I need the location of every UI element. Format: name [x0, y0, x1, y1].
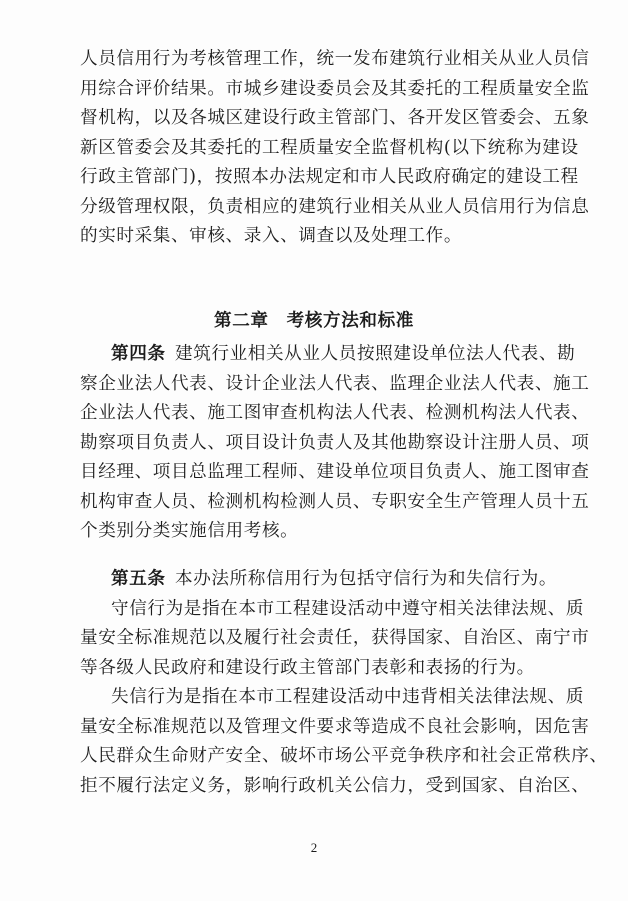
article-4 [80, 340, 590, 547]
text-line: 行政主管部门)，按照本办法规定和市人民政府确定的建设工程 [80, 167, 579, 187]
text-line: 目经理、项目总监理工程师、建设单位项目负责人、施工图审查 [80, 462, 590, 482]
text-line: 用综合评价结果。市城乡建设委员会及其委托的工程质量安全监 [80, 78, 590, 99]
article-4-text: 建筑行业相关从业人员按照建设单位法人代表、勘 [175, 344, 576, 364]
text-line: 拒不履行法定义务，影响行政机关公信力，受到国家、自治区、 [80, 775, 590, 796]
article-4-first-line [80, 340, 576, 370]
article-5-section [80, 565, 608, 801]
text-line: 企业法人代表、施工图审查机构法人代表、检测机构法人代表、 [80, 403, 590, 423]
article-5-label: 第五条 [111, 569, 166, 589]
text-line: 人员信用行为考核管理工作，统一发布建筑行业相关从业人员信 [80, 49, 590, 69]
chapter-heading [0, 307, 628, 332]
bad-conduct-first-line: 失信行为是指在本市工程建设活动中违背相关法律法规、质 [111, 687, 585, 707]
text-line: 分级管理权限，负责相应的建筑行业相关从业人员信用行为信息 [80, 196, 590, 217]
text-line: 等各级人民政府和建设行政主管部门表彰和表扬的行为。 [80, 657, 535, 678]
article-5-first-line [80, 565, 572, 595]
chapter-title: 考核方法和标准 [286, 311, 414, 331]
text-line: 人民群众生命财产安全、破坏市场公平竞争秩序和社会正常秩序、 [80, 746, 608, 766]
text-line: 量安全标准规范以及管理文件要求等造成不良社会影响，因危害 [80, 716, 590, 737]
text-line: 个类别分类实施信用考核。 [80, 521, 299, 541]
chapter-number: 第二章 [214, 311, 269, 331]
article-5-text: 本办法所称信用行为包括守信行为和失信行为。 [175, 569, 558, 589]
page-number: 2 [310, 840, 318, 855]
text-line: 新区管委会及其委托的工程质量安全监督机构(以下统称为建设 [80, 137, 579, 158]
article-4-label: 第四条 [111, 344, 166, 364]
text-line: 的实时采集、审核、录入、调查以及处理工作。 [80, 226, 463, 246]
intro-paragraph [80, 45, 590, 252]
text-line: 察企业法人代表、设计企业法人代表、监理企业法人代表、施工 [80, 373, 590, 394]
text-line: 量安全标准规范以及履行社会责任，获得国家、自治区、南宁市 [80, 628, 590, 648]
text-line: 督机构，以及各城区建设行政主管部门、各开发区管委会、五象 [80, 108, 590, 128]
text-line: 机构审查人员、检测机构检测人员、专职安全生产管理人员十五 [80, 491, 590, 512]
text-line: 勘察项目负责人、项目设计负责人及其他勘察设计注册人员、项 [80, 432, 590, 453]
good-conduct-first-line: 守信行为是指在本市工程建设活动中遵守相关法律法规、质 [111, 598, 585, 619]
